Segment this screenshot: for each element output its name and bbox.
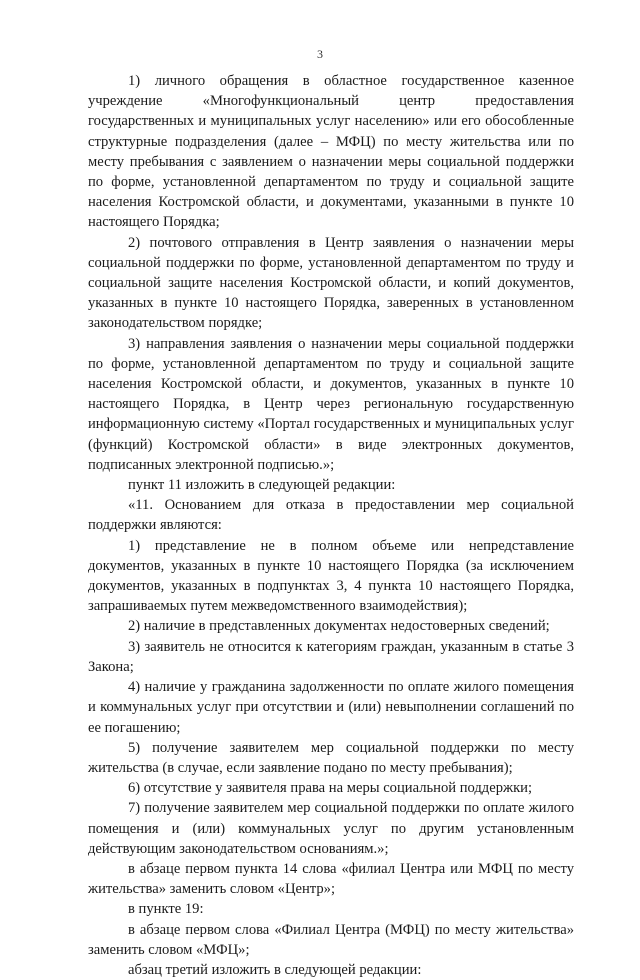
paragraph: 3) направления заявления о назначении меры социальной поддержки по форме, установленной департаментом по труду и социальной защите населения Костромской области, и документов, указанных в пункте 10 настоящего Порядка, в Центр через региональную государственную информационную систему «Портал государственных и муниципальных услуг (функций) Костромской области» в виде электронных документов, подписанных электронной подписью.»; — [88, 335, 574, 473]
page-number: 3 — [317, 47, 323, 61]
paragraph: 3) заявитель не относится к категориям граждан, указанным в статье 3 Закона; — [88, 638, 574, 675]
paragraph: пункт 11 изложить в следующей редакции: — [128, 477, 396, 494]
document-body — [88, 71, 574, 980]
paragraph: 4) наличие у гражданина задолженности по оплате жилого помещения и коммунальных услуг при отсутствии и (или) невыполнении соглашений по ее погашению; — [88, 679, 574, 736]
paragraph: 7) получение заявителем мер социальной поддержки по оплате жилого помещения и (или) коммунальных услуг по другим установленным действующим законодательством основаниям.»; — [88, 800, 574, 857]
paragraph: «11. Основанием для отказа в предоставлении мер социальной поддержки являются: — [88, 497, 574, 534]
paragraph: 2) почтового отправления в Центр заявления о назначении меры социальной поддержки по форме, установленной департаментом по труду и социальной защите населения Костромской области, и копий документов, указанных в пункте 10 настоящего Порядка, заверенных в установленном законодательством порядке; — [88, 234, 574, 332]
paragraph: в абзаце первом слова «Филиал Центра (МФЦ) по месту жительства» заменить словом «МФЦ»; — [88, 921, 574, 958]
paragraph: 6) отсутствие у заявителя права на меры социальной поддержки; — [128, 780, 533, 797]
paragraph: 1) представление не в полном объеме или непредставление документов, указанных в пункте 10 настоящего Порядка (за исключением документов, указанных в подпунктах 3, 4 пункта 10 настоящего Порядка, запрашиваемых путем межведомственного взаимодействия); — [88, 537, 574, 615]
paragraph: в абзаце первом пункта 14 слова «филиал Центра или МФЦ по месту жительства» заменить словом «Центр»; — [88, 860, 574, 898]
paragraph: 1) личного обращения в областное государственное казенное учреждение «Многофункциональный центр предоставления государственных и муниципальных услуг населению» или его обособленные структурные подразделения (далее – МФЦ) по месту жительства или по месту пребывания с заявлением о назначении меры социальной поддержки по форме, установленной департаментом по труду и социальной защите населения Костромской области, и документами, указанными в пункте 10 настоящего Порядка; — [88, 73, 574, 231]
paragraph: 2) наличие в представленных документах недостоверных сведений; — [128, 618, 550, 635]
paragraph: абзац третий изложить в следующей редакции: — [128, 961, 422, 978]
paragraph: 5) получение заявителем мер социальной поддержки по месту жительства (в случае, если заявление подано по месту пребывания); — [88, 739, 574, 776]
paragraph: в пункте 19: — [128, 901, 204, 918]
